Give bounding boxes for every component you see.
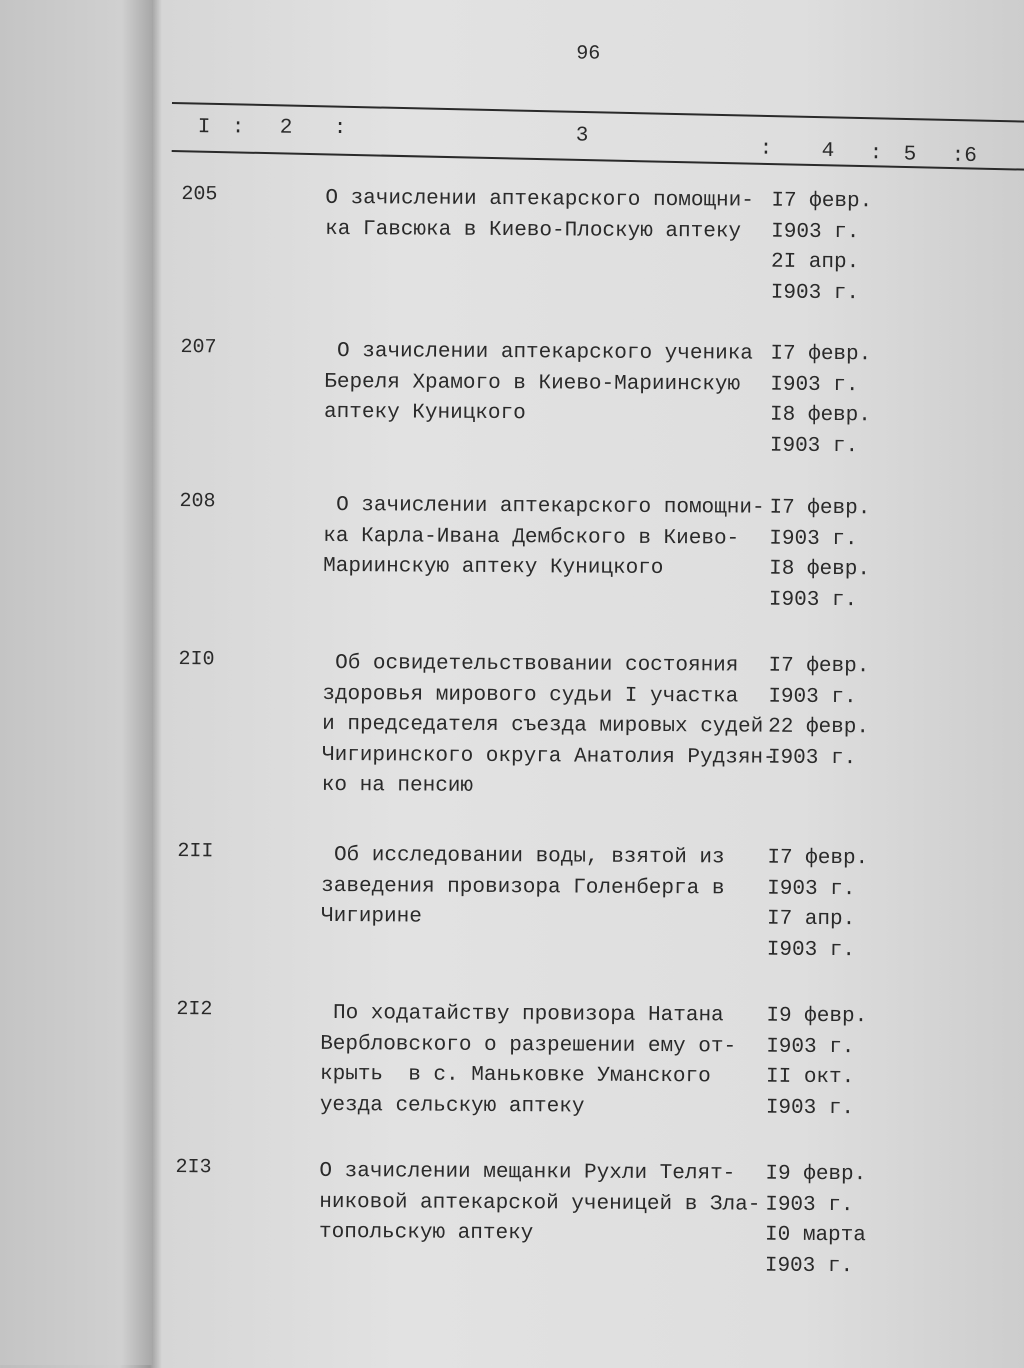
column-separator: :	[869, 142, 883, 166]
entry-number: 2I2	[176, 998, 213, 1022]
entry-number: 207	[180, 336, 217, 360]
header-rule-top	[172, 102, 1024, 123]
date-line: I903 г.	[769, 527, 858, 551]
entry-row	[0, 997, 1018, 1120]
description-line: О зачислении аптекарского помощни-	[325, 186, 754, 213]
entry-number: 2I3	[175, 1156, 212, 1180]
date-line: I903 г.	[770, 281, 860, 305]
description-line: О зачислении аптекарского помощни-	[323, 493, 765, 520]
column-separator: :	[231, 116, 245, 140]
date-line: I903 г.	[765, 1193, 854, 1217]
date-line: I903 г.	[768, 685, 857, 709]
date-line: I9 февр.	[766, 1004, 868, 1029]
date-line: I7 февр.	[768, 654, 870, 679]
date-line: I8 февр.	[770, 403, 871, 428]
entry-description	[320, 999, 737, 1124]
entry-description	[321, 841, 725, 935]
entry-dates	[767, 844, 869, 967]
description-line: никовой аптекарской ученицей в Зла-	[319, 1190, 761, 1217]
column-header-6: :6	[951, 144, 977, 168]
description-line: Мариинскую аптеку Куницкого	[323, 554, 664, 581]
description-line: топольскую аптеку	[319, 1220, 534, 1246]
date-line: I903 г.	[770, 373, 859, 397]
description-line: заведения провизора Голенберга в	[321, 874, 725, 900]
date-line: I903 г.	[769, 434, 859, 458]
description-line: и председателя съезда мировых судей	[322, 712, 764, 739]
description-line: Об исследовании воды, взятой из	[321, 843, 725, 870]
column-header-2: 2	[279, 116, 293, 140]
entry-description	[324, 337, 753, 431]
date-line: I903 г.	[764, 1254, 854, 1278]
date-line: I903 г.	[766, 938, 856, 962]
description-line: аптеку Куницкого	[324, 400, 526, 426]
entry-row	[0, 647, 1021, 798]
entry-number: 2II	[177, 840, 214, 864]
description-line: Чигирине	[320, 904, 422, 929]
date-line: 22 февр.	[768, 715, 870, 740]
entry-row	[0, 489, 1022, 612]
page-number: 96	[576, 42, 601, 66]
date-line: I903 г.	[766, 1035, 855, 1059]
entry-dates	[771, 187, 873, 310]
entry-description	[323, 491, 765, 585]
date-line: I7 февр.	[769, 496, 871, 521]
date-line: 2I апр.	[770, 250, 860, 275]
date-line: I903 г.	[765, 1096, 855, 1120]
description-line: Береля Храмого в Киево-Мариинскую	[324, 370, 741, 396]
entry-number: 2I0	[178, 648, 215, 672]
header-rule-bottom	[172, 150, 1024, 171]
entry-dates	[768, 652, 870, 775]
date-line: I903 г.	[767, 746, 857, 770]
date-line: I7 февр.	[770, 342, 872, 367]
entry-description	[319, 1157, 761, 1251]
description-line: крыть в с. Маньковке Уманского	[319, 1062, 711, 1089]
date-line: I7 февр.	[767, 846, 869, 871]
entry-dates	[766, 1002, 868, 1125]
description-line: здоровья мирового судьи I участка	[322, 682, 739, 708]
date-line: I903 г.	[771, 220, 860, 244]
entry-description	[322, 649, 777, 804]
entry-row	[0, 335, 1023, 458]
entry-dates	[770, 340, 872, 463]
entry-row	[0, 1155, 1018, 1278]
description-line: Об освидетельствовании состояния	[322, 651, 739, 678]
description-line: Вербловского о разрешении ему от-	[320, 1032, 737, 1058]
entry-row	[0, 182, 1023, 305]
description-line: О зачислении аптекарского ученика	[324, 339, 754, 366]
entry-dates	[765, 1160, 867, 1283]
entry-row	[0, 839, 1019, 962]
description-line: уезда сельскую аптеку	[319, 1093, 585, 1119]
description-line: По ходатайству провизора Натана	[320, 1001, 724, 1028]
description-line: О зачислении мещанки Рухли Телят-	[319, 1159, 736, 1186]
date-line: I903 г.	[767, 877, 856, 901]
date-line: II окт.	[765, 1065, 855, 1090]
date-line: I7 апр.	[766, 907, 856, 932]
column-header-5: 5	[903, 143, 917, 167]
column-separator: :	[759, 137, 773, 161]
column-header-3: 3	[575, 124, 589, 148]
entry-number: 208	[179, 490, 216, 514]
entry-number: 205	[181, 183, 218, 207]
column-header-1: I	[197, 116, 211, 140]
date-line: I8 февр.	[769, 557, 871, 582]
date-line: I0 марта	[765, 1223, 866, 1248]
entry-dates	[769, 494, 871, 617]
description-line: ка Гавсюка в Киево-Плоскую аптеку	[325, 217, 742, 243]
date-line: I903 г.	[768, 588, 858, 612]
column-header-4: 4	[821, 139, 835, 164]
description-line: Чигиринского округа Анатолия Рудзян-	[321, 743, 776, 770]
date-line: I9 февр.	[765, 1162, 867, 1187]
description-line: ка Карла-Ивана Дембского в Киево-	[323, 524, 740, 550]
description-line: ко на пенсию	[321, 773, 474, 798]
column-separator: :	[333, 116, 347, 141]
entry-description	[325, 184, 754, 248]
date-line: I7 февр.	[771, 189, 873, 214]
